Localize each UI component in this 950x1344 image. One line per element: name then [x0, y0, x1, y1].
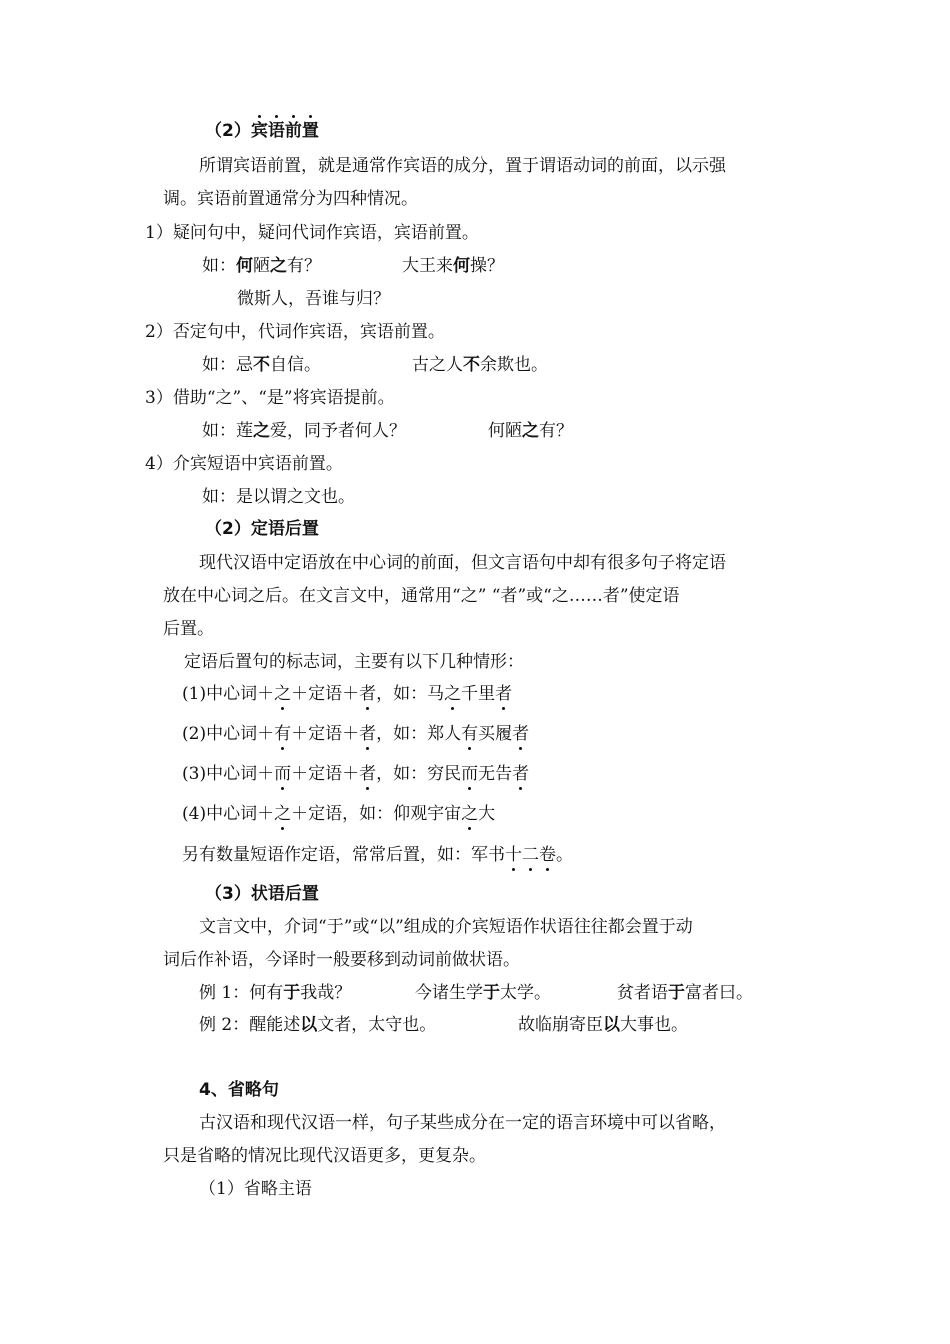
paragraph-line: 定语后置句的标志词，主要有以下几种情形： — [184, 652, 524, 672]
paragraph-line: 所谓宾语前置，就是通常作宾语的成分，置于谓语动词的前面，以示强 — [199, 156, 726, 176]
subsection-heading: （1）省略主语 — [199, 1179, 312, 1199]
example-line: 何陋之有？ — [488, 421, 573, 441]
section-heading-adverbial-postposition: （3）状语后置 — [205, 884, 319, 904]
example-line: 例 1：何有于我哉？ — [199, 983, 352, 1003]
formula-line: (2)中心词＋有＋定语＋者，如：郑人有买履者 — [182, 724, 530, 744]
example-line: 今诸生学于太学。 — [415, 983, 551, 1003]
dotted-char: 语 — [267, 121, 285, 141]
case-heading: 4）介宾短语中宾语前置。 — [145, 454, 343, 474]
case-heading: 3）借助“之”、“是”将宾语提前。 — [145, 388, 395, 408]
case-heading: 2）否定句中，代词作宾语，宾语前置。 — [145, 322, 445, 342]
example-line: 如：忌不自信。 — [202, 355, 321, 375]
paragraph-line: 古汉语和现代汉语一样，句子某些成分在一定的语言环境中可以省略， — [199, 1113, 726, 1133]
dotted-char: 前 — [284, 121, 302, 141]
formula-line: 另有数量短语作定语，常常后置，如：军书十二卷。 — [182, 845, 573, 865]
section-heading-object-fronting — [205, 119, 319, 143]
dotted-char: 置 — [301, 121, 319, 141]
formula-line: (3)中心词＋而＋定语＋者，如：穷民而无告者 — [182, 764, 530, 784]
example-line: 例 2：醒能述以文者，太守也。 — [199, 1015, 437, 1035]
paragraph-line: 词后作补语，今译时一般要移到动词前做状语。 — [163, 950, 520, 970]
paragraph-line: 后置。 — [163, 619, 214, 639]
paragraph-line: 文言文中，介词“于”或“以”组成的介宾短语作状语往往都会置于动 — [199, 917, 693, 937]
example-line: 微斯人，吾谁与归？ — [237, 289, 390, 309]
example-line: 古之人不余欺也。 — [412, 355, 548, 375]
paragraph-line: 放在中心词之后。在文言文中，通常用“之” “者”或“之……者”使定语 — [163, 586, 680, 606]
paragraph-line: 现代汉语中定语放在中心词的前面，但文言语句中却有很多句子将定语 — [199, 553, 726, 573]
formula-line: (1)中心词＋之＋定语＋者，如：马之千里者 — [182, 684, 513, 704]
example-line: 故临崩寄臣以大事也。 — [518, 1015, 688, 1035]
dotted-char: 宾 — [250, 121, 268, 141]
example-line: 贫者语于富者曰。 — [617, 983, 753, 1003]
paragraph-line: 只是省略的情况比现代汉语更多，更复杂。 — [163, 1146, 486, 1166]
example-line: 如：何陋之有？ — [202, 256, 321, 276]
case-heading: 1）疑问句中，疑问代词作宾语，宾语前置。 — [145, 223, 479, 243]
heading-number: （2） — [205, 121, 251, 141]
formula-line: (4)中心词＋之＋定语，如：仰观宇宙之大 — [182, 804, 496, 824]
section-heading-ellipsis: 4、省略句 — [199, 1080, 279, 1100]
paragraph-line: 调。宾语前置通常分为四种情况。 — [163, 189, 418, 209]
example-line: 如：是以谓之文也。 — [202, 487, 355, 507]
example-line: 如：莲之爱，同予者何人？ — [202, 421, 406, 441]
section-heading-attributive-postposition: （2）定语后置 — [205, 519, 319, 539]
example-line: 大王来何操？ — [402, 256, 504, 276]
